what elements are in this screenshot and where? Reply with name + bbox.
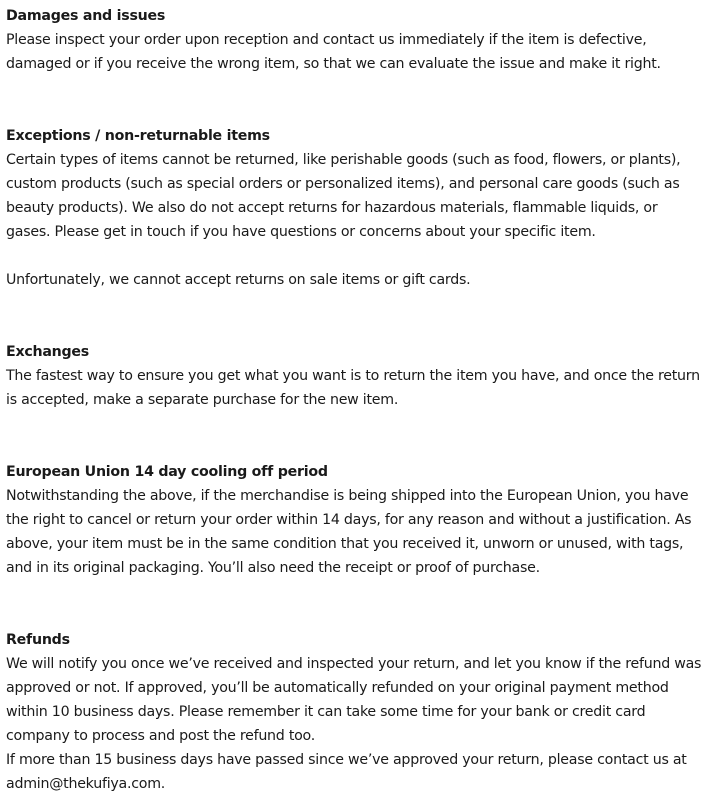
section-exchanges: [6, 340, 702, 412]
section-heading: Exceptions / non-returnable items: [6, 128, 270, 144]
contact-email-link[interactable]: admin@thekufiya.com: [6, 776, 161, 792]
contact-prefix: If more than 15 business days have passed since we’ve approved your return, please contact us at: [6, 752, 687, 768]
section-paragraph: The fastest way to ensure you get what you want is to return the item you have, and once the return is accepted, make a separate purchase for the new item.: [6, 368, 700, 408]
section-refunds: [6, 628, 702, 796]
section-heading: Exchanges: [6, 344, 89, 360]
section-heading: Damages and issues: [6, 8, 166, 24]
section-heading: European Union 14 day cooling off period: [6, 464, 328, 480]
section-damages-and-issues: [6, 4, 702, 76]
contact-paragraph: [6, 748, 702, 796]
section-paragraph: Certain types of items cannot be returned, like perishable goods (such as food, flowers, or plants), custom products (such as special orders or personalized items), and personal care goods (such as beauty products). We also do not accept returns for hazardous materials, flammable liquids, or gases. Please get in touch if you have questions or concerns about your specific item.: [6, 152, 681, 240]
section-paragraph: Unfortunately, we cannot accept returns on sale items or gift cards.: [6, 272, 471, 288]
section-paragraph: We will notify you once we’ve received and inspected your return, and let you know if the refund was approved or not. If approved, you’ll be automatically refunded on your original payment method within 10 business days. Please remember it can take some time for your bank or credit card company to process and post the refund too.: [6, 656, 702, 744]
section-eu-cooling-off: [6, 460, 702, 580]
section-paragraph: Please inspect your order upon reception and contact us immediately if the item is defective, damaged or if you receive the wrong item, so that we can evaluate the issue and make it right.: [6, 32, 661, 72]
contact-suffix: .: [160, 776, 166, 792]
section-paragraph: Notwithstanding the above, if the merchandise is being shipped into the European Union, you have the right to cancel or return your order within 14 days, for any reason and without a justification. As above, your item must be in the same condition that you received it, unworn or unused, with tags, and in its original packaging. You’ll also need the receipt or proof of purchase.: [6, 488, 692, 576]
section-heading: Refunds: [6, 632, 70, 648]
section-exceptions: [6, 124, 702, 292]
